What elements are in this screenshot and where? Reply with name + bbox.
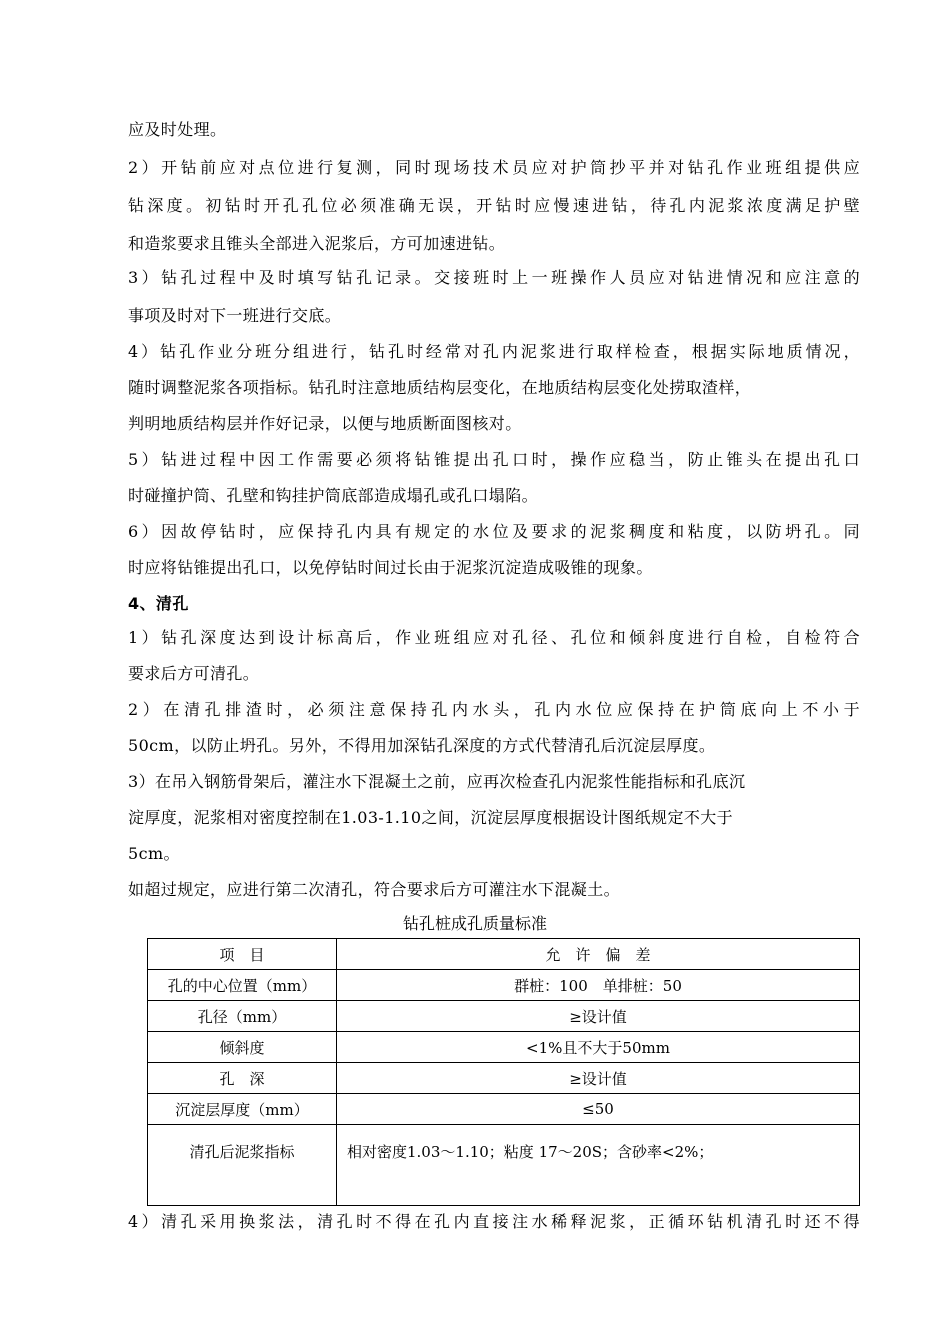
table-cell: 孔 深 — [148, 1063, 337, 1094]
table-cell: 沉淀层厚度（mm） — [148, 1094, 337, 1125]
text-line: 6）因故停钻时，应保持孔内具有规定的水位及要求的泥浆稠度和粘度，以防坍孔。同 — [128, 522, 860, 541]
table-header-cell: 项 目 — [148, 939, 337, 970]
table-row — [148, 970, 860, 1001]
table-cell: ≤50 — [337, 1094, 860, 1125]
text-line: 事项及时对下一班进行交底。 — [128, 306, 342, 325]
text-line: 3）在吊入钢筋骨架后，灌注水下混凝土之前，应再次检查孔内泥浆性能指标和孔底沉 — [128, 772, 746, 791]
text-line: 钻深度。初钻时开孔孔位必须准确无误，开钻时应慢速进钻，待孔内泥浆浓度满足护壁 — [128, 196, 860, 215]
text-line: 4）钻孔作业分班分组进行，钻孔时经常对孔内泥浆进行取样检查，根据实际地质情况， — [128, 342, 860, 361]
text-line: 5）钻进过程中因工作需要必须将钻锥提出孔口时，操作应稳当，防止锥头在提出孔口 — [128, 450, 860, 469]
table-cell: 倾斜度 — [148, 1032, 337, 1063]
table-row — [148, 1001, 860, 1032]
quality-standard-table — [147, 938, 860, 1206]
text-line: 2）在清孔排渣时，必须注意保持孔内水头，孔内水位应保持在护筒底向上不小于 — [128, 700, 860, 719]
table-caption: 钻孔桩成孔质量标准 — [402, 914, 547, 933]
text-line: 应及时处理。 — [128, 120, 227, 139]
table-cell: ≥设计值 — [337, 1063, 860, 1094]
table-cell: 清孔后泥浆指标 — [148, 1125, 337, 1206]
text-line: 2）开钻前应对点位进行复测，同时现场技术员应对护筒抄平并对钻孔作业班组提供应 — [128, 158, 860, 177]
table-row — [148, 1125, 860, 1206]
table-header-cell: 允 许 偏 差 — [337, 939, 860, 970]
text-line: 4）清孔采用换浆法，清孔时不得在孔内直接注水稀释泥浆，正循环钻机清孔时还不得 — [128, 1212, 860, 1231]
table-cell: 群桩：100 单排桩：50 — [337, 970, 860, 1001]
table-row — [148, 1032, 860, 1063]
table-header-row — [148, 939, 860, 970]
text-line: 要求后方可清孔。 — [128, 664, 260, 683]
table-row — [148, 1063, 860, 1094]
text-line: 淀厚度，泥浆相对密度控制在1.03-1.10之间，沉淀层厚度根据设计图纸规定不大于 — [128, 808, 734, 827]
text-line: 如超过规定，应进行第二次清孔，符合要求后方可灌注水下混凝土。 — [128, 880, 621, 899]
text-line: 3）钻孔过程中及时填写钻孔记录。交接班时上一班操作人员应对钻进情况和应注意的 — [128, 268, 860, 287]
text-line: 时碰撞护筒、孔壁和钩挂护筒底部造成塌孔或孔口塌陷。 — [128, 486, 539, 505]
text-line: 时应将钻锥提出孔口，以免停钻时间过长由于泥浆沉淀造成吸锥的现象。 — [128, 558, 653, 577]
section-heading: 4、清孔 — [128, 594, 189, 613]
table-cell: ≥设计值 — [337, 1001, 860, 1032]
table-cell: 相对密度1.03～1.10；粘度 17～20S；含砂率<2%； — [337, 1125, 860, 1206]
table-cell: 孔径（mm） — [148, 1001, 337, 1032]
table-cell: <1%且不大于50mm — [337, 1032, 860, 1063]
text-line: 50cm，以防止坍孔。另外，不得用加深钻孔深度的方式代替清孔后沉淀层厚度。 — [128, 736, 716, 755]
text-line: 随时调整泥浆各项指标。钻孔时注意地质结构层变化，在地质结构层变化处捞取渣样， — [128, 378, 752, 397]
text-line: 5cm。 — [128, 844, 180, 863]
text-line: 和造浆要求且锥头全部进入泥浆后，方可加速进钻。 — [128, 234, 506, 253]
text-line: 1）钻孔深度达到设计标高后，作业班组应对孔径、孔位和倾斜度进行自检，自检符合 — [128, 628, 860, 647]
table-row — [148, 1094, 860, 1125]
table-cell: 孔的中心位置（mm） — [148, 970, 337, 1001]
text-line: 判明地质结构层并作好记录，以便与地质断面图核对。 — [128, 414, 522, 433]
